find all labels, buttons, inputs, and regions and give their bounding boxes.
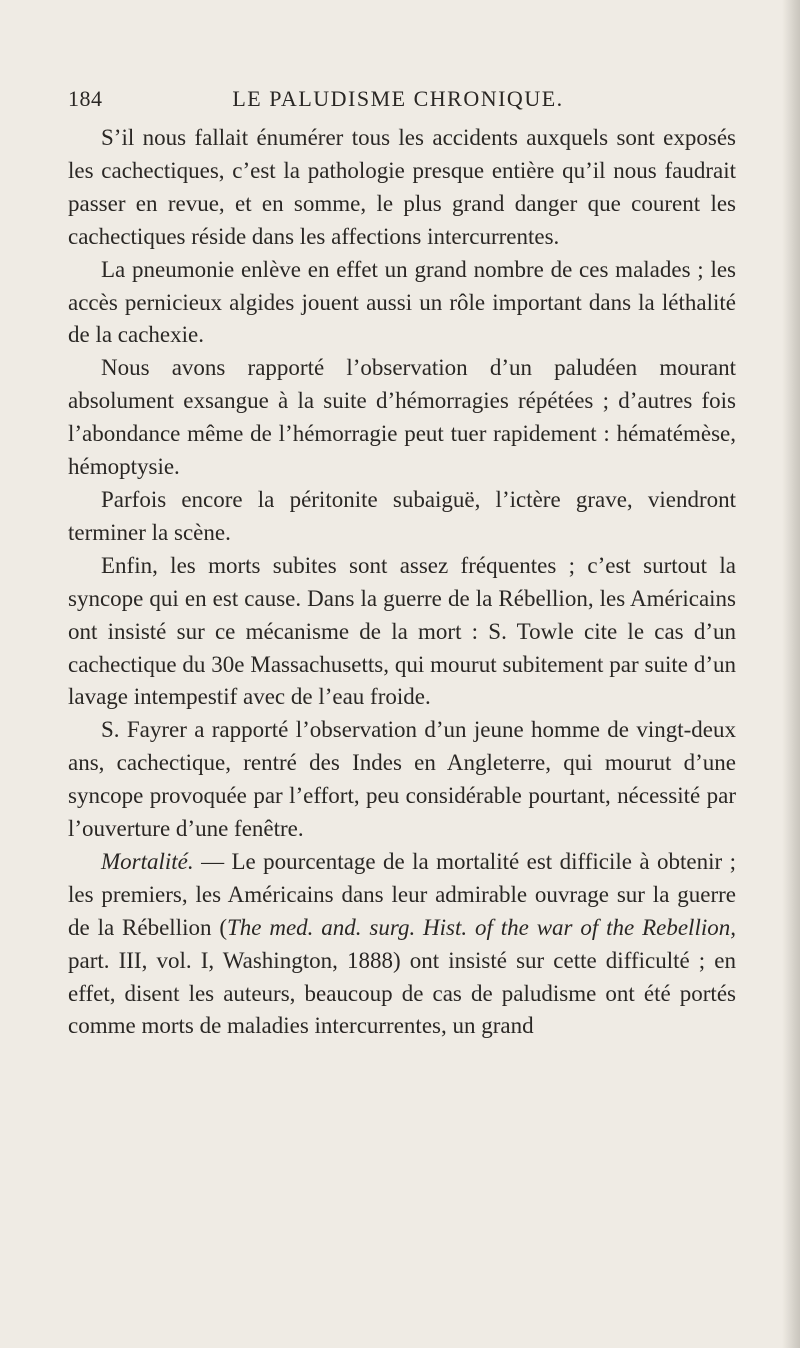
- paragraph-3: Nous avons rapporté l’observation d’un paludéen mourant absolument exsangue à la suite d’hémorragies répétées ; d’autres fois l’abondance même de l’hémorragie peut tuer rapidement : hématémèse, hémoptysie.: [68, 355, 736, 480]
- paragraph-1: S’il nous fallait énumérer tous les accidents auxquels sont exposés les cachectiques, c’est la pathologie presque entière qu’il nous faudrait passer en revue, et en somme, le plus grand danger que courent les cachectiques réside dans les affections intercurrentes.: [68, 125, 736, 249]
- paragraph-7-text-b: part. III, vol. I, Washington, 1888) ont insisté sur cette difficulté ; en effet, disent les auteurs, beaucoup de cas de paludisme ont été portés comme morts de maladies intercurrentes, un grand: [68, 947, 736, 1039]
- paragraph-4: Parfois encore la péritonite subaiguë, l’ictère grave, viendront terminer la scène.: [68, 486, 736, 545]
- paragraph-7: [68, 846, 736, 1043]
- page-number: 184: [68, 86, 103, 111]
- page-edge-shadow: [782, 0, 800, 1348]
- citation-title: The med. and. surg. Hist. of the war of the Rebellion,: [226, 914, 736, 940]
- paragraph-2: La pneumonie enlève en effet un grand nombre de ces malades ; les accès pernicieux algides jouent aussi un rôle important dans la léthalité de la cachexie.: [68, 256, 736, 348]
- paragraph-5: Enfin, les morts subites sont assez fréquentes ; c’est surtout la syncope qui en est cause. Dans la guerre de la Rébellion, les Américains ont insisté sur ce mécanisme de la mort : S. Towle cite le cas d’un cachectique du 30e Massachusetts, qui mourut subitement par suite d’un lavage intempestif avec de l’eau froide.: [68, 552, 736, 710]
- running-title: LE PALUDISME CHRONIQUE.: [232, 86, 564, 111]
- paragraph-7-text-a: — Le pourcentage de la mortalité est difficile à obtenir ; les premiers, les Américains dans leur admirable ouvrage sur la guerre de la Rébellion (: [68, 848, 736, 940]
- paragraph-6: S. Fayrer a rapporté l’observation d’un jeune homme de vingt-deux ans, cachectique, rentré des Indes en Angleterre, qui mourut d’une syncope provoquée par l’effort, peu considérable pourtant, nécessité par l’ouverture d’une fenêtre.: [68, 717, 736, 842]
- running-header: [68, 86, 728, 116]
- body-text: [68, 122, 736, 1043]
- section-heading-mortalite: Mortalité.: [101, 848, 194, 874]
